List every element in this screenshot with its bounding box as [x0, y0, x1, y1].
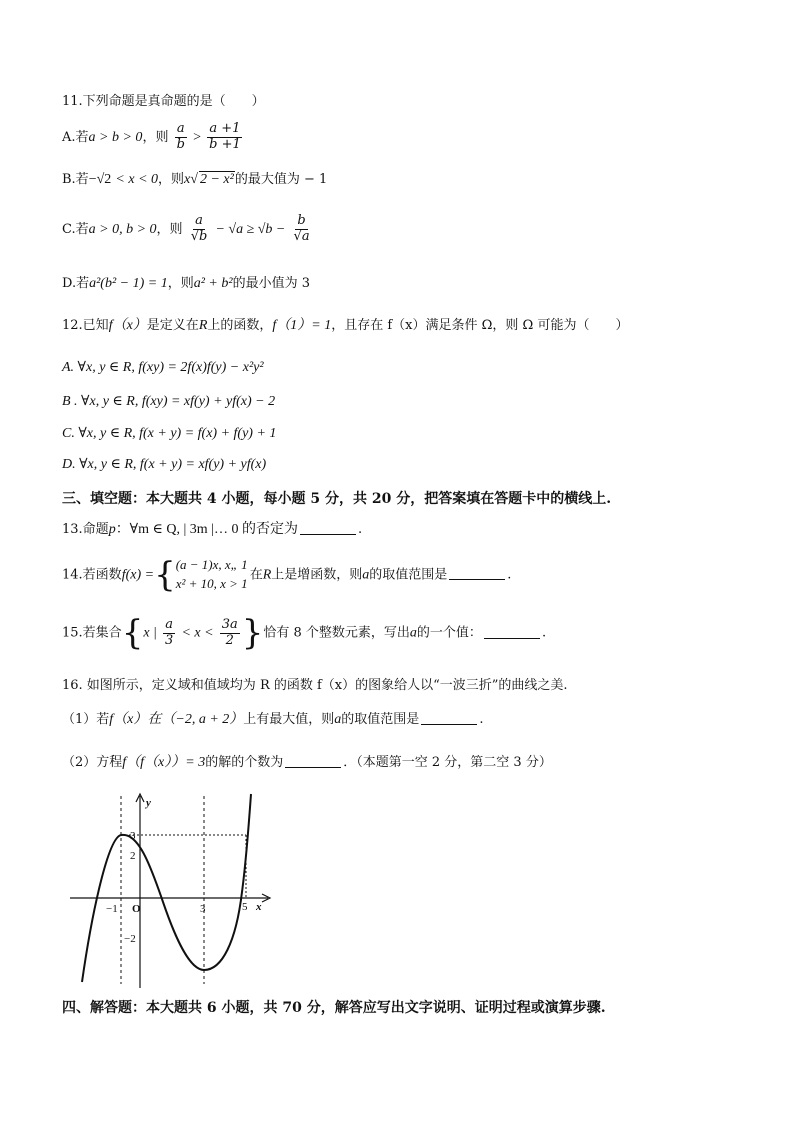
q11-stem: 11.下列命题是真命题的是（ ） — [62, 94, 265, 109]
condition-right: < x < 0 — [115, 172, 159, 187]
option-label: D.若 — [62, 276, 90, 291]
axis-label-y: y — [146, 797, 151, 809]
answer-blank — [285, 767, 341, 768]
y-tick-minus2: −2 — [124, 933, 136, 945]
x-tick-5: 5 — [242, 901, 248, 913]
x-tick-minus1: −1 — [106, 903, 118, 915]
q11-option-c — [62, 214, 314, 245]
curve-f — [82, 794, 251, 982]
expression: a²(b² − 1) = 1 — [89, 276, 168, 291]
condition: a > b > 0 — [88, 129, 143, 145]
q11-option-b — [62, 172, 327, 189]
q12-stem: 12.已知f（x）是定义在R上的函数，f（1）= 1，且存在 f（x）满足条件 Ω，则 Ω 可能为（ ） — [62, 318, 629, 333]
section-4-heading: 四、解答题：本大题共 6 小题，共 70 分，解答应写出文字说明、证明过程或演算步骤. — [62, 1000, 606, 1016]
fraction-a-over-b: $\frac{a}{b}$ — [176, 121, 185, 152]
piecewise-cases: (a − 1)x, x„ 1 x² + 10, x > 1 — [175, 557, 248, 591]
origin-label: O — [132, 903, 141, 915]
option-label: A.若 — [62, 129, 89, 145]
option-label: B.若 — [62, 172, 89, 187]
text: 的最大值为 − 1 — [234, 172, 328, 187]
fraction-a-over-sqrtb: $\frac{a}{√b}$ — [190, 213, 208, 244]
y-tick-3: 3 — [130, 830, 136, 842]
fraction-a-over-3: $\frac{a}{3}$ — [165, 616, 174, 648]
q12-option-b: B . ∀x, y ∈ R, f(xy) = xf(y) + yf(x) − 2 — [62, 394, 276, 409]
q14: 14.若函数f(x) ={ (a − 1)x, x„ 1 x² + 10, x > 1 在R上是增函数，则a的取值范围是 . — [62, 554, 512, 595]
section-3-heading: 三、填空题：本大题共 4 小题，每小题 5 分，共 20 分，把答案填在答题卡中的横线上. — [62, 491, 612, 507]
function-graph — [68, 792, 280, 988]
text: ，则 — [167, 276, 194, 291]
text: ，则 — [142, 129, 169, 145]
radicand: 2 − x² — [199, 172, 234, 187]
q16-part2: （2）方程f（f（x））= 3的解的个数为 ．（本题第一空 2 分，第二空 3 分） — [62, 755, 552, 770]
right-brace: } — [241, 613, 264, 653]
q13: 13.命题p：∀m ∈ Q, | 3m |… 0 的否定为 . — [62, 522, 363, 537]
q11-option-d — [62, 276, 310, 293]
answer-blank — [484, 638, 540, 639]
fraction-a1-over-b1: $\frac{a +1}{b +1}$ — [209, 121, 241, 152]
variable-x: x — [184, 172, 191, 187]
q12-option-a: A. ∀x, y ∈ R, f(xy) = 2f(x)f(y) − x²y² — [62, 360, 264, 375]
y-tick-2: 2 — [130, 850, 136, 862]
condition-left: −√2 — [88, 172, 112, 187]
q15: 15.若集合{x | $\frac{a}{3}$ < x < $\frac{3a}{2}$ }恰有 8 个整数元素，写出a的一个值： . — [62, 613, 547, 653]
answer-blank — [449, 579, 505, 580]
fraction-3a-over-2: $\frac{3a}{2}$ — [221, 616, 238, 648]
left-brace: { — [154, 554, 176, 595]
answer-blank — [300, 534, 356, 535]
sqrt-symbol: √ — [190, 172, 198, 187]
expression: a² + b² — [193, 276, 233, 291]
fraction-b-over-sqrta: $\frac{b}{√a}$ — [293, 213, 310, 244]
q16-stem: 16. 如图所示，定义域和值域均为 R 的函数 f（x）的图象给人以“一波三折”的曲线之美. — [62, 678, 568, 693]
q16-part1: （1）若f（x）在（−2, a + 2）上有最大值，则a的取值范围是 . — [62, 712, 484, 727]
text: ，则 — [158, 172, 185, 187]
option-label: C.若 — [62, 221, 89, 237]
left-brace: { — [121, 613, 144, 653]
answer-blank — [421, 724, 477, 725]
text: 的最小值为 3 — [232, 276, 310, 291]
x-tick-3: 3 — [200, 903, 206, 915]
q12-option-c: C. ∀x, y ∈ R, f(x + y) = f(x) + f(y) + 1 — [62, 426, 277, 441]
q12-option-d: D. ∀x, y ∈ R, f(x + y) = xf(y) + yf(x) — [62, 457, 267, 472]
condition: a > 0, b > 0 — [88, 221, 157, 237]
relation: > — [193, 129, 201, 145]
expression: − √a ≥ √b − — [215, 221, 286, 237]
text: ，则 — [156, 221, 183, 237]
q11-option-a — [62, 122, 245, 153]
axis-label-x: x — [256, 901, 262, 913]
